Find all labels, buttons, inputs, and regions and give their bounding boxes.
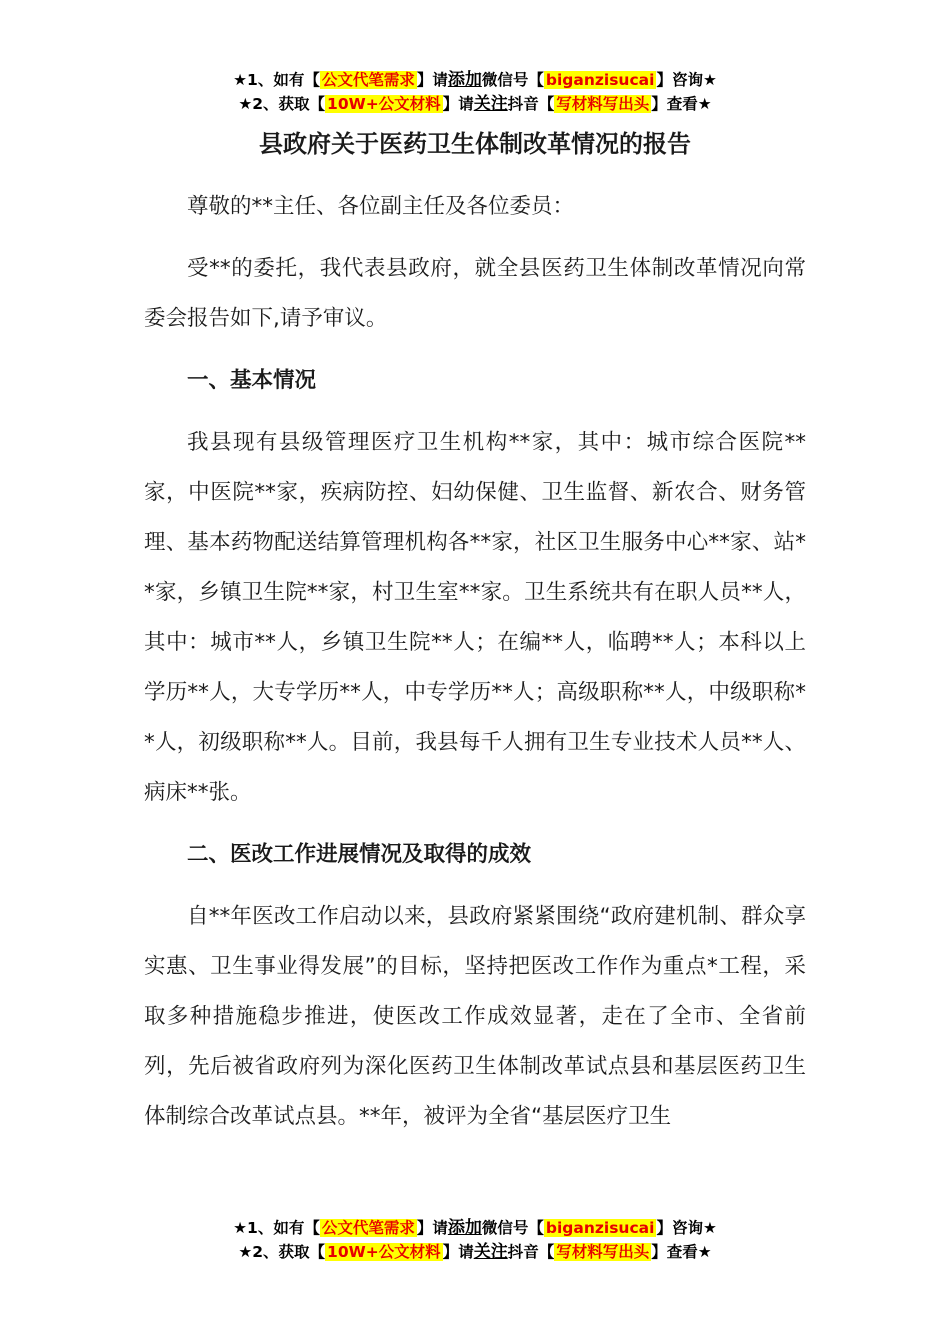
document-body	[144, 182, 806, 1154]
footer-banner	[0, 1216, 950, 1264]
banner-emphasis: 关注	[473, 94, 508, 114]
banner-text: 抖音【	[507, 1243, 555, 1261]
banner-line-1	[0, 68, 950, 92]
banner-text: 】咨询★	[656, 1219, 717, 1237]
banner-text: 抖音【	[507, 95, 555, 113]
banner-text: 微信号【	[481, 1219, 544, 1237]
banner-wechat-id: biganzisucai	[545, 1219, 655, 1237]
banner-line-2	[0, 1240, 950, 1264]
document-title: 县政府关于医药卫生体制改革情况的报告	[259, 130, 691, 158]
banner-emphasis: 关注	[473, 1242, 508, 1262]
banner-text: 】请	[442, 95, 474, 113]
banner-line-2	[0, 92, 950, 116]
banner-emphasis: 添加	[447, 70, 482, 90]
banner-wechat-id: biganzisucai	[545, 71, 655, 89]
section-heading-2: 二、医改工作进展情况及取得的成效	[187, 842, 532, 867]
header-banner	[0, 68, 950, 116]
banner-text: ★2、获取【	[238, 95, 326, 113]
banner-highlight: 10W+公文材料	[327, 95, 441, 113]
section-1-paragraph: 我县现有县级管理医疗卫生机构**家，其中：城市综合医院**家，中医院**家，疾病防控、妇幼保健、卫生监督、新农合、财务管理、基本药物配送结算管理机构各**家，社区卫生服务中心**家、站**家，乡镇卫生院**家，村卫生室**家。卫生系统共有在职人员**人，其中：城市**人，乡镇卫生院**人；在编**人，临聘**人；本科以上学历**人，大专学历**人，中专学历**人；高级职称**人，中级职称**人，初级职称**人。目前，我县每千人拥有卫生专业技术人员**人、病床**张。	[144, 430, 806, 805]
banner-text: 】咨询★	[656, 71, 717, 89]
banner-douyin-account: 写材料写出头	[556, 1243, 650, 1261]
banner-text: ★1、如有【	[233, 1219, 320, 1237]
section-heading-1: 一、基本情况	[187, 368, 317, 393]
banner-text: 】查看★	[651, 95, 712, 113]
banner-text: ★1、如有【	[233, 71, 320, 89]
banner-text: ★2、获取【	[238, 1243, 326, 1261]
salutation: 尊敬的**主任、各位副主任及各位委员：	[187, 194, 575, 219]
banner-text: 】查看★	[651, 1243, 712, 1261]
banner-douyin-account: 写材料写出头	[556, 95, 650, 113]
banner-highlight: 公文代笔需求	[321, 1219, 415, 1237]
banner-text: 】请	[416, 71, 448, 89]
section-2-paragraph: 自**年医改工作启动以来，县政府紧紧围绕“政府建机制、群众享实惠、卫生事业得发展”的目标，坚持把医改工作作为重点*工程，采取多种措施稳步推进，使医改工作成效显著，走在了全市、全省前列，先后被省政府列为深化医药卫生体制改革试点县和基层医药卫生体制综合改革试点县。**年，被评为全省“基层医疗卫生	[144, 904, 806, 1129]
banner-text: 】请	[442, 1243, 474, 1261]
banner-highlight: 公文代笔需求	[321, 71, 415, 89]
banner-line-1	[0, 1216, 950, 1240]
banner-text: 】请	[416, 1219, 448, 1237]
intro-paragraph: 受**的委托，我代表县政府，就全县医药卫生体制改革情况向常委会报告如下,请予审议。	[144, 256, 806, 331]
banner-text: 微信号【	[481, 71, 544, 89]
banner-emphasis: 添加	[447, 1218, 482, 1238]
banner-highlight: 10W+公文材料	[327, 1243, 441, 1261]
